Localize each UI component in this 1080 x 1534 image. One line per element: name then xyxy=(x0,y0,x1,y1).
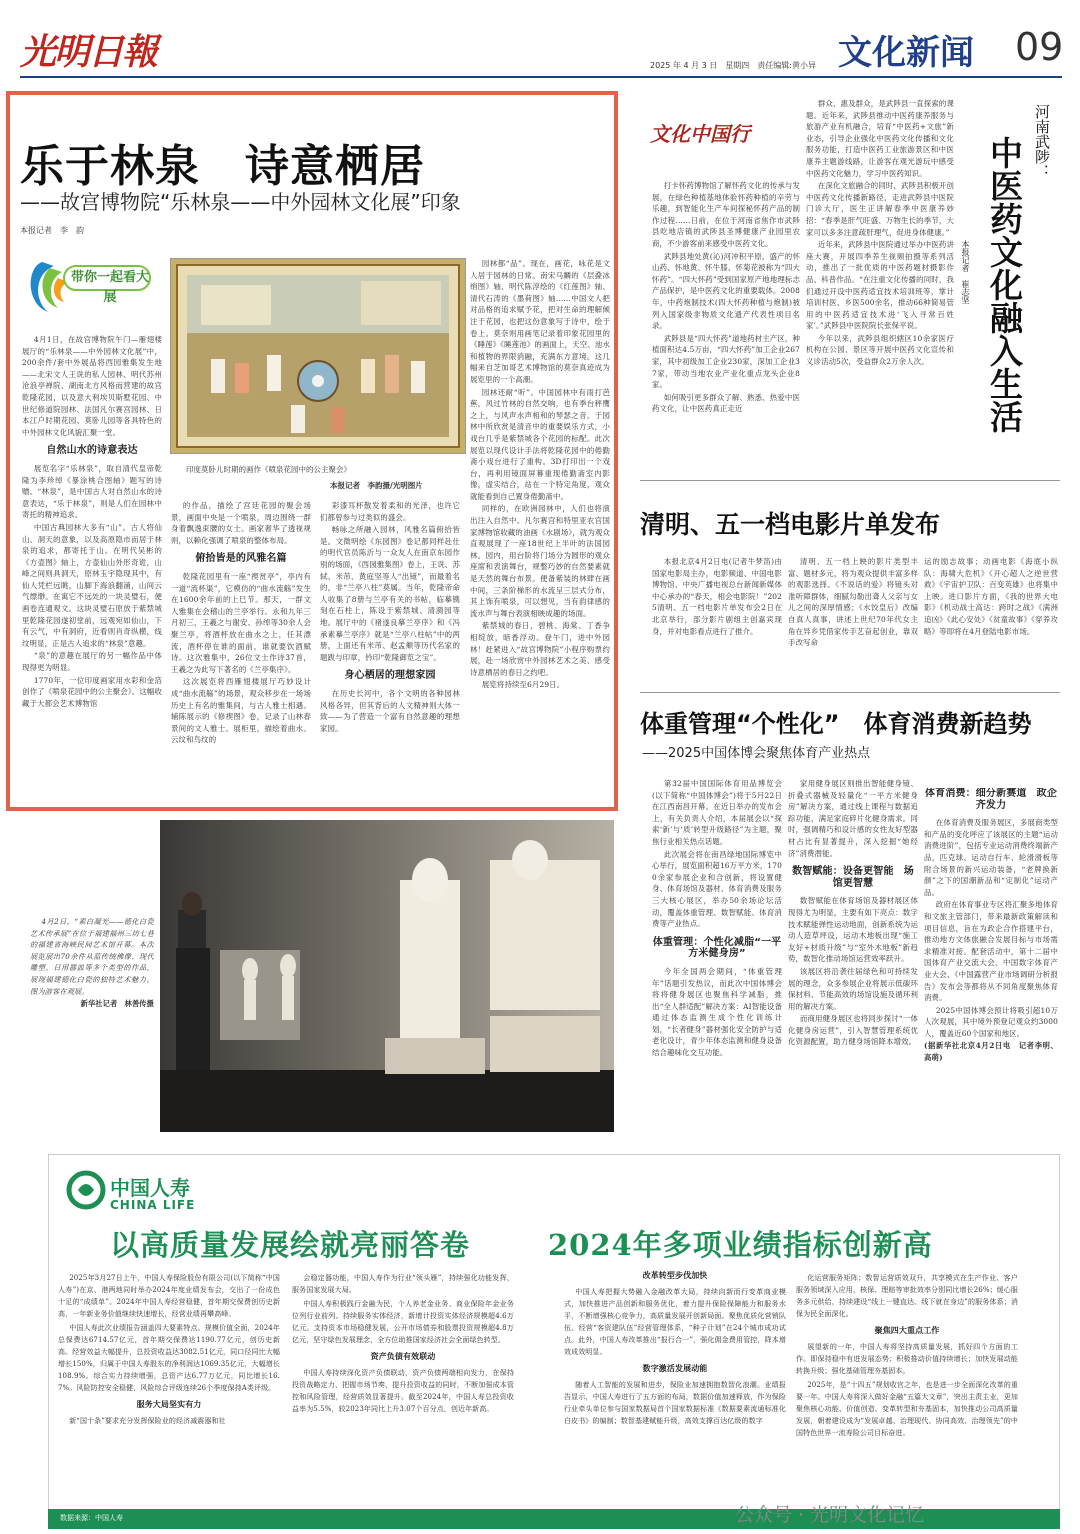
ad-subhead-reform: 改革转型步伐加快 xyxy=(642,1271,708,1280)
tcm-byline: 本报记者 崔志坚 xyxy=(961,240,970,304)
paragraph: 园林还耐“听”。中国园林中有雨打芭蕉，风过竹林的自然交响，也有季台秤鹰之上，与风声水声相和的琴瑟之音。于园林中所欣赏是清音中的重要娱乐方式，小戏台几乎是紫禁城各个花园的标配。此次展览以现代设计手法将乾隆花园中的倦勤斋小戏台进行了重构。3D打印出一个戏台，再利用镜面屏幕重现倦勤斋室内影像，虚实结合，站在一个特定角度，观众就能看到自己置身倦勤斋中。 xyxy=(470,387,610,501)
ad-column-4 xyxy=(796,1272,1018,1504)
painting-photo[interactable] xyxy=(170,258,466,454)
subhead-weight: 体重管理：个性化减脂“一平方米健身房” xyxy=(652,936,782,960)
paragraph: 化运营服务矩阵；数智运营质效双升，共享模式在生产作业、客户服务领域深入应用，核保、理赔等审批效率分别同比增长26%；缓心服务多元供给，持续建设“线上一键直达、线下就在身边”的服务体系；消保为民全面深化。 xyxy=(796,1274,1018,1318)
ad-subhead-focus: 聚焦四大重点工作 xyxy=(874,1326,940,1335)
ad-column-1 xyxy=(58,1272,280,1504)
paragraph: 打卡怀药博物馆了解怀药文化的传承与发展，在绿色种植基地体验怀药种植的辛劳与乐趣，到智能化生产车间探秘怀药产品的制作过程……日前，在位于河南省焦作市武陟县吃地店镇的武陟县圣博健康产业园里农商，不少游客前来感受中医药文化。 xyxy=(652,181,800,248)
paragraph: 展览名字“乐林泉”，取自清代皇帝乾隆为李珍绰《暴涂桃合图轴》题写的诗赠。“林泉”，是中国古人对自然山水的诗意表达，“乐于林泉”，则是人们在园林中寄托的精神追求。 xyxy=(22,463,162,520)
page-number: 09 xyxy=(1015,25,1064,69)
ad-subhead-service: 服务大局坚实有力 xyxy=(136,1400,202,1409)
ad-subhead-assets: 资产负债有效联动 xyxy=(370,1352,436,1361)
feature-column-4 xyxy=(470,258,610,800)
paragraph: 新“国十条”要求充分发挥保险业的经济减震器和社 xyxy=(69,1417,226,1425)
paragraph: 第32届中国国际体育用品博览会(以下简称“中国体博会”)将于5月22日在江西南昌开幕。在近日举办的发布会上，有关负责人介绍，本届展会以“探索‘新’与‘质’转型升级路径”为主题，聚焦行业相关热点话题。 xyxy=(652,779,782,846)
paragraph: 同样的，在欧洲园林中，人们也将演出注入自然中。凡尔赛宫和特里亚农宫国家博物馆收藏的油画《水剧场》，就为观众直观展现了一座18世纪上半叶的法国园林。园内，用台阶将门场分为圆形的观众座席和表演舞台，规整巧妙的自然要素就是天然的舞台布景。便备紫装的林肆在画中间，三条阶梯形的水流呈三层式分布，其上饰有喷泉，可以想见，当有韵律感的流水声与舞台表演相映成趣的场面。 xyxy=(470,504,610,618)
paragraph: 4月1日，在故宫博物院午门—雁翅楼展厅的“乐林泉——中外园林文化展”中，200余件/套中外展品将西园雅集发生地——北宋文人王诜的私人园林、明代苏州沧浪亭禅院、湖南北方风格而营建的故宫乾隆花园，以及意大利埃贝斯墅花园、中世纪修道院园林、法国凡尔赛宫园林、日本江户时期花园、莫卧儿园等各具特色的中外园林文化风貌汇聚一堂。 xyxy=(22,335,162,437)
paragraph: 中国人寿持续深化资产负债联动，资产负债两端相向发力，在保持投资战略定力、把握市场节奏，提升投资收益的同时，不断加强成本管控和风险管理，经营质效显著提升。截至2024年，中国人寿总投资收益率为5.5%，较2023年同比上升3.07个百分点，创近年新高。 xyxy=(292,1369,514,1413)
culture-china-logo: 文化中国行 xyxy=(650,122,750,146)
sports-column-2 xyxy=(788,778,918,1142)
tcm-headline[interactable]: 中医药文化融入生活 xyxy=(985,136,1024,433)
header-rule xyxy=(20,76,1062,78)
paragraph: 会稳定器功能，中国人寿作为行业“领头雁”，持续强化功能发挥，服务国家发展大局。 xyxy=(292,1274,514,1294)
paragraph: 彩漆耳杯散发着柔和的光泽，也许它们都曾参与过类似的盛会。 xyxy=(320,501,460,522)
ad-subhead-digital: 数字激活发展动能 xyxy=(642,1364,708,1373)
subhead-consumption: 体育消费：细分新赛道 政企齐发力 xyxy=(925,788,1057,811)
film-column-3 xyxy=(924,556,1058,684)
paragraph: 在深化文旅融合的同时，武陟县积极开创中医药文化传播新路径，走进武陟县中医院门诊大厅，医生正讲解春季中医康养妙招：“春季是肝气旺盛、万物生长的季节，大家可以多多注意疏肝理气，促进身体健康。” xyxy=(806,181,954,237)
subhead-elegance: 俯拾皆是的风雅名篇 xyxy=(195,553,287,565)
sports-credit: (据新华社北京4月2日电 记者李明、高萌) xyxy=(924,1041,1058,1063)
paragraph: 该展区将沿袭往届绿色和可持续发展的理念，众多参展企业将展示低碳环保材料、节能高效的场馆设施及循环利用的解决方案。 xyxy=(788,966,918,1011)
section-title: 文化新闻 xyxy=(838,33,974,73)
paragraph: 而商用健身展区也将同步探讨“一体化健身房运营”，引入智慧管理系统优化资源配置，助力健身场馆降本增效。 xyxy=(788,1014,918,1047)
paragraph: 在体育消费及服务展区，多展商类型和产品的变化呼应了该展区的主题“运动消费进阶”，包括专业运动消费终端新产品，匹克球、运动自行车、轮滑滑板等附合场景的新兴运动装备，“老牌换新颜”之下的国潮新品和“定制化”运动产品。 xyxy=(924,818,1058,897)
ad-column-2 xyxy=(292,1272,514,1504)
subhead-digital: 数智赋能：设备更智能 场馆更智慧 xyxy=(792,866,914,889)
paragraph: 运的励志故事；动画电影《海底小纵队：海啸大危机》《开心超人之逆世营救》《宇宙护卫队：百变英雄》也将集中上映。进口影片方面，《我的世界大电影》《机动战士高达：跨时之战》《满洲追凶》《此心安处》《贫童故事》《穿养攻略》等即将在4月登陆电影市场。 xyxy=(924,557,1058,636)
paragraph: 园林都“品”。现在，画花，咏花是文人居于园林的日常。南宋马麟的《层叠冰绡图》轴、明代陈淳绘的《红莲图》轴、清代石涛的《墨荷图》轴……中国文人把对品格的追求赋予花，把对生命的理解倾注于花园，也把这份意象写于诗中，绘于卷上。莫奈则用画笔记录着印象花园里的《睡莲》《睡莲池》的画面上，天空、池水和植物的界限消融，充满东方意境。这几幅来自芝加哥艺术博物馆的莫奈真迹成为展览里的一个高潮。 xyxy=(470,259,610,384)
sculpture-photo[interactable] xyxy=(160,820,614,1132)
paragraph: 畅咏之所融入园林，风雅名篇俯拾皆是。文徵明绘《东园图》卷记都同样赴仕的明代官员陈沂与一众友人在南京东园作别的场面，《西园雅集图》卷上，王诜、苏轼、米芾、黄庭坚等人“出镜”，而最着名的，非“兰亭八柱”莫属。当年，乾隆帝命人收集了8册与兰亭有关的书帖，临摹镌刻在石柱上，陈设于紫禁城、清漪园等地。展厅中的《褚遂良摹兰亭序》和《冯承素摹兰亭序》就是“兰亭八柱帖”中的两册，上面还有米芾、赵孟頫等历代名家的题跋与印章，钤印“乾隆御览之宝”。 xyxy=(320,525,460,662)
divider xyxy=(640,692,1060,693)
paragraph: 家用健身展区则推出智能健身镜、折叠式器械及轻量化“一平方米健身房”解决方案，通过线上课程与数据追踪功能，满足家庭碎片化健身需求。同时，强调精巧和设计感的女性友好型器材占比有显著提升，深入挖掘“她经济”消费潜能。 xyxy=(788,779,918,858)
paragraph: 2025年，是“十四五”规划收官之年，也是进一步全面深化改革的重要一年。中国人寿将深入做好金融“五篇大文章”，突出主责主业，更加聚焦核心功能、价值创造、变革转型和夯基固本，加快推动公司高质量发展，朝着建设成为“发展卓越、治理现代、协同高效、治理领先”的中国特色世界一流寿险公司目标奋进。 xyxy=(796,1381,1018,1437)
film-column-2 xyxy=(788,556,918,684)
feature-subheadline: ——故宫博物院“乐林泉——中外园林文化展”印象 xyxy=(20,190,461,214)
china-life-emblem-icon xyxy=(66,1170,106,1210)
ad-headline-right[interactable]: 2024年多项业绩指标创新高 xyxy=(548,1228,933,1262)
painting-image xyxy=(171,259,465,453)
film-headline[interactable]: 清明、五一档电影片单发布 xyxy=(640,510,941,539)
sports-headline[interactable]: 体重管理“个性化” 体育消费新趋势 xyxy=(640,710,1032,738)
paragraph: 乾隆花园里有一座“禊赏亭”，亭内有一道“流杯渠”，它模仿的“曲水流觞”发生在1600余年前的上巳节。那天，一群文人雅集在会稽山的兰亭举行。永和九年三月初三，王羲之与谢安、孙绰等30余人会聚兰亭，将酒杯放在曲水之上，任其漂流，酒杯停在谁的面前，谁就要饮酒赋诗。这次雅集中，26位文士作诗37首，王羲之为此写下著名的《兰亭集序》。 xyxy=(171,571,311,674)
paragraph: 随着人工智能的发展和进步，保险业加速拥抱数智化浪潮。业绩报告显示，中国人寿进行了五方面的布局，数据价值加速释放，作为保险行业牵头单位参与国家数据局首个国家数据标准《数据要素流通标准化白皮书》的编制；数智基建赋能升级，高效支撑百达亿级的数字 xyxy=(564,1381,786,1425)
sports-column-3 xyxy=(924,788,1058,1142)
paragraph: 今年以来，武陟县组织辖区10余家医疗机构在公园、景区等开展中医药文化宣传和义诊活动5次，受益群众2万余人次。 xyxy=(806,333,954,367)
paragraph: 2025年3月27日上午，中国人寿保险股份有限公司(以下简称“中国人寿”)在京、港两地同时举办2024年度业绩发布会，交出了一份成色十足的“成绩单”。2024年中国人寿经营稳健，首年期交保费创历史新高，一年新业务价值继续快速增长，经营业绩再攀高峰。 xyxy=(58,1274,280,1318)
painting-credit: 本报记者 李韵摄/光明图片 xyxy=(330,481,423,490)
divider xyxy=(640,480,1060,481)
paragraph: 中国古典园林大多有“山”。古人将仙山、洞天的意象，以及高原隐市而居于林泉的追求，都寄托于山。在明代吴彬的《方壶图》轴上，方壶仙山外形奇诡，山峰之间则具洞天，原林玉宇隐现其中，有仙人凭栏远眺，山脚下海浪翻涌，山间云气缥缈。在寓它不远处的一块灵璧石，便画卷连通观文。这块灵璧石原放于紫禁城里乾隆花园遂初堂前，远观宛如仙山，下有云气，中有洞府，近看则肖奇纵横，线纹明显，正是古人追求的“林泉”意趣。 xyxy=(22,522,162,648)
paragraph: 清明、五一档上映的影片类型丰富、题材多元，将为观众提供丰富多样的观影选择。《不说话的爱》将镜头对准听障群体，细腻勾勒出聋人父亲与女儿之间的深厚情感；《水饺皇后》改编自真人真事，讲述上世纪70年代女主角在异乡凭借家传手艺奋起创业，靠双手改写命 xyxy=(788,557,918,648)
badge-text: 带你一起看大展 xyxy=(70,270,149,305)
paragraph: “泉”的意趣在展厅的另一幅作品中体现得更为明显。 xyxy=(22,651,162,673)
tcm-column-2 xyxy=(806,98,954,472)
exhibition-badge xyxy=(24,254,156,320)
paragraph: 这次展览将西雁翅楼展厅巧妙设计成“曲水流觞”的场景，观众移步在一场场历史上有名的雅集间，与古人雅士相遇。辅陈展示的《修禊图》卷，记录了山林春景间的文人雅士。展柜里，描绘着曲水、云纹和鸟纹的 xyxy=(171,677,311,745)
paragraph: 中国人寿积极践行金融为民，个人养老金业务、商业保险年金业务位列行业前列。持续服务实体经济，新增计投资实体经济规模超4.6万亿元。支持资本市场稳健发展，公开市场债券和股票投资规模超4.8万亿元，坚守绿色发展理念，全方位助推国家经济社会全面绿色转型。 xyxy=(292,1300,514,1344)
china-life-logo xyxy=(66,1170,106,1214)
ad-footer-source: 数据来源：中国人寿 xyxy=(60,1514,123,1522)
feature-column-2 xyxy=(171,500,311,800)
paragraph: 武陟县是“四大怀药”道地药材主产区，种植面积达4.5万亩，“四大怀药”加工企业267家，其中初级加工企业230家，深加工企业37家，带动当地农业产业化重点龙头企业8家。 xyxy=(652,333,800,390)
sculpture-credit: 新华社记者 林善传摄 xyxy=(80,999,154,1009)
ad-headline-left[interactable]: 以高质量发展绘就亮丽答卷 xyxy=(110,1228,471,1262)
paragraph: 1770年，一位印度画家用水彩和金箔创作了《喷泉花园中的公主聚会》。这幅收藏于大都会艺术博物馆 xyxy=(22,675,162,708)
film-column-1 xyxy=(652,556,782,684)
paragraph: 政府在体育事业专区将汇聚多地体育和文旅主管部门，带来最新政策解读和项目信息，旨在为政企合作搭建平台，推动地方文体旅融合发展目标与市场需求精准对接。配套活动中，第十二届中国体育产业交流大会、中国数字体育产业大会、《中国露营产业市场调研分析报告》发布会等都将从不同角度聚焦体育消费。 xyxy=(924,900,1058,1003)
subhead-home: 身心栖居的理想家园 xyxy=(344,670,436,682)
sculpture-caption: 4月2日，“素白凝光——德化白瓷艺术传承展”在位于福建福州三坊七巷的福建省海峡民间艺术馆开幕。本次展览展出70余件从蓝传统佛像、现代雕塑、日用器皿等多个类型的作品，展现福建德化白瓷的独特艺术魅力。图为游客在观展。 xyxy=(30,917,154,996)
paragraph: 本报北京4月2日电(记者牛梦笛)由国家电影局主办，电影频道、中国电影博物馆、中央广播电视总台新闻新媒体中心承办的“春天，相会电影院！”2025清明、五一档电影片单发布会2日在北京举行，部分影片剧组主创嘉宾现身，并对电影看点进行了推介。 xyxy=(652,557,782,636)
paragraph: 紫禁城的春日，碧桃、海棠、丁香争相绽放，暗香浮动。登午门，进中外园林！赶紧进入“故宫博物院”小程序购票约展，赴一场欣赏中外园林艺术之美、感受诗意栖居的春日之约吧。 xyxy=(470,621,610,677)
feature-column-1 xyxy=(22,334,162,800)
paragraph: 中国人寿把握大势融入金融改革大局，持续向新而行变革商业模式，加快推进产品创新和服务优化，着力提升保险保障能力和服务水平，不断增强核心竞争力，高质量发展开创新局面。聚焦优质化营销队伍、经营“客资建队伍”经营管理体系，“种子计划”在24个城市成功试点。此外，中国人寿改革推出“报行合一”，强化佣金费用管控，降本增效成效明显。 xyxy=(564,1288,786,1356)
painting-caption: 印度莫卧儿时期的画作《喷泉花园中的公主聚会》 xyxy=(186,465,351,474)
paragraph: 此次展会将在南昌绿地国际博览中心举行，展览面积超16万平方米，1700余家参展企业和合创新，将设置健身、体育场馆及器材、体育消费及服务三大核心展区，举办50余场论坛活动，覆盖体重管理、数智赋能、体育消费等产业热点。 xyxy=(652,849,782,929)
paragraph: 群众、惠及群众，是武陟县一直探索的课题。近年来，武陟县推动中医药康养服务与旅游产业有机融合，培育“中医药+文旅”新业态，引导企业强化中医药文化传播和文化服务功能，打造中医药工业旅游景区和中医康养主题游线路，让游客在观光游玩中感受中医药文化魅力，学习中医药知识。 xyxy=(806,99,954,178)
sports-subheadline: ——2025中国体博会聚焦体育产业热点 xyxy=(642,746,871,761)
date-line: 2025 年 4 月 3 日 星期四 责任编辑:黄小异 xyxy=(650,61,816,70)
sculpture-image xyxy=(160,820,614,1132)
paragraph: 武陟县地处黄(沁)河冲积平原，盛产的怀山药、怀地黄、怀牛膝、怀菊花被称为“四大怀药”。“四大怀药”受到国家原产地地理标志产品保护，是中医药文化的重要载体。2008年，中药炮制技术(四大怀药种植与炮制)被列入国家级非物质文化遗产代表性项目名录。 xyxy=(652,251,800,331)
paragraph: 近年来，武陟县中医院通过举办中医药讲座大赛，开展四季养生视频拍摄等系列活动，推出了一批优质的中医药题材摄影作品、科普作品。“在注重文化传播的同时，我们通过开设中医药适宜技术培训班等，掌计培训村医、乡医500余名，推动66种简易管用的中医药适宜技术进‘飞入寻常百姓家’。”武陟县中医院院长张保平说。 xyxy=(806,240,954,331)
sports-column-1 xyxy=(652,778,782,1142)
wechat-watermark: 公众号 · 光明文化记忆 xyxy=(735,1504,925,1526)
paragraph: 2025中国体博会预计将吸引超10万人次观展，其中境外预登记观众约3000人，覆盖近60个国家和地区。 xyxy=(924,1005,1058,1038)
feature-headline[interactable]: 乐于林泉 诗意栖居 xyxy=(20,141,425,192)
paragraph: 今年全国两会期间，“体重管理年”话题引发热议，而此次中国体博会将将健身展区也聚焦科学减脂，推出“全人群适配”解决方案：AI智能设备通过体态监测生成个性化训练计划，“长者健身”器材强化安全防护与适老化设计，青少年体态监测和健身设备结合趣味化交互功能。 xyxy=(652,966,782,1058)
paragraph: 如何吸引更多群众了解、熟悉、热爱中医药文化，让中医药真正走近 xyxy=(652,392,800,414)
paragraph: 的作品，描绘了宫廷花园的聚会场景，画面中央是一个喷泉，周边围绕一群身着飘逸束腰的女士。画家奢华了透视规则，以赖化强调了喷泉的整体布局。 xyxy=(171,501,311,545)
paragraph: 数智赋能在体育场馆及器材展区体现得尤为明显，主要有如下亮点：数字技术赋能弹性运动地面，创新系统为运动人造草坪设，运动木地板出现“施工友好+材质升级”与“室外木地板”新趋势，数智化推动场馆运营效率跃升。 xyxy=(788,896,918,964)
paragraph: 展望新的一年，中国人寿将坚持高质量发展，抓好四个方面的工作。即保持稳中有进发展态势；积极推动价值持续增长；加快发展动能转换升级；强化基础管理夯基固本。 xyxy=(796,1343,1018,1375)
paragraph: 展览将持续至6月29日。 xyxy=(481,680,565,690)
china-life-brand-cn: 中国人寿 xyxy=(110,1176,190,1200)
subhead-nature: 自然山水的诗意表达 xyxy=(46,445,138,457)
sculpture-caption-block xyxy=(30,916,154,1056)
newspaper-logo: 光明日報 xyxy=(20,31,157,73)
tcm-kicker: 河南武陟： xyxy=(1033,104,1051,179)
paragraph: 中国人寿此次业绩报告涵盖四大要素特点。规模价值全面，2024年总保费达6714.57亿元，首年期交保费达1190.77亿元，创历史新高。经营效益大幅提升，总投资收益达3082.51亿元，同口径同比大幅增长150%，归属于中国人寿股东的净利润达1069.35亿元，大幅增长108.9%。综合实力持续增强，总资产达6.77万亿元，同比增长16.7%。风险防控安全稳健，风险综合评级连续26个季度保持A类评级。 xyxy=(58,1324,280,1392)
tcm-column-1 xyxy=(652,180,800,472)
ad-column-3 xyxy=(564,1270,786,1504)
paragraph: 在历史长河中，各个文明的各种园林风格各异，但其背后的人文精神则大体一致——为了营造一个富有自然意趣的理想家园。 xyxy=(320,688,460,733)
feature-byline: 本报记者 李 韵 xyxy=(20,226,84,235)
china-life-brand-en: CHINA LIFE xyxy=(110,1198,196,1212)
feature-column-3 xyxy=(320,500,460,800)
